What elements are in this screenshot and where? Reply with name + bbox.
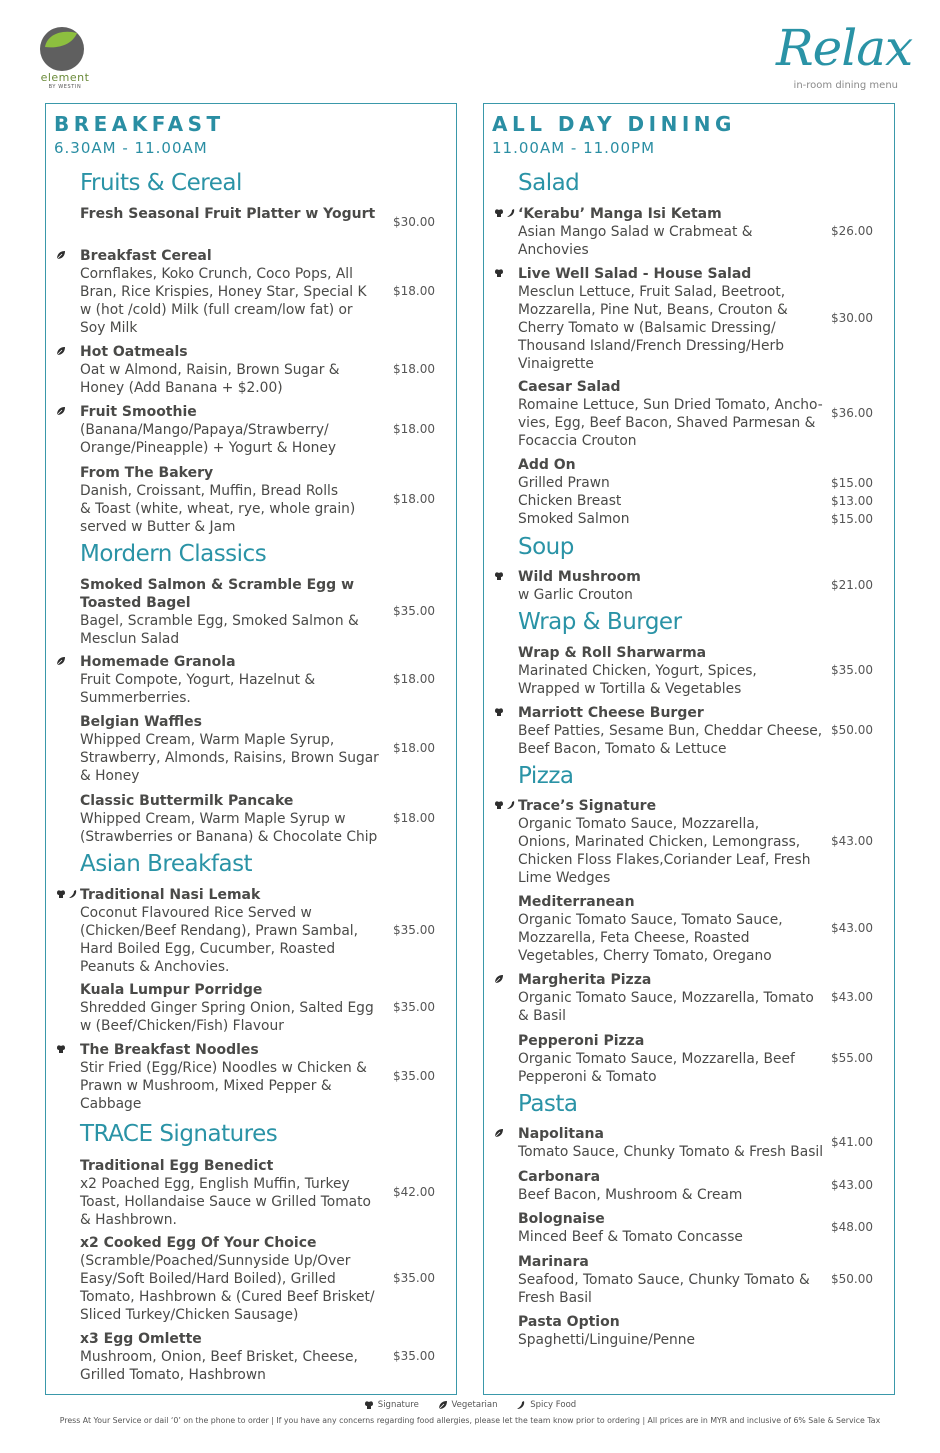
item-description-line: Oat w Almond, Raisin, Brown Sugar & bbox=[80, 362, 340, 378]
item-price: $55.00 bbox=[831, 1051, 873, 1065]
item-description-line: Minced Beef & Tomato Concasse bbox=[518, 1229, 743, 1245]
item-description-line: Mushroom, Onion, Beef Brisket, Cheese, bbox=[80, 1349, 358, 1365]
item-price: $18.00 bbox=[393, 362, 435, 376]
item-description-line: Mesclun Salad bbox=[80, 631, 180, 647]
item-description-line: Fresh Basil bbox=[518, 1290, 592, 1306]
item-price: $41.00 bbox=[831, 1135, 873, 1149]
relax-title bbox=[776, 19, 913, 91]
breakfast-hours: 6.30AM - 11.00AM bbox=[54, 139, 208, 157]
menu-item bbox=[80, 1041, 450, 1113]
item-description-line: Cherry Tomato w (Balsamic Dressing/ bbox=[518, 320, 776, 336]
all-day-dining-hours: 11.00AM - 11.00PM bbox=[492, 139, 656, 157]
menu-item bbox=[518, 265, 888, 373]
item-name: Margherita Pizza bbox=[518, 972, 652, 988]
item-description-line: Beef Bacon, Tomato & Lettuce bbox=[518, 741, 727, 757]
signature-icon bbox=[494, 268, 504, 278]
item-price: $21.00 bbox=[831, 578, 873, 592]
item-price: $26.00 bbox=[831, 224, 873, 238]
signature-icon bbox=[494, 571, 504, 581]
item-price: $43.00 bbox=[831, 1178, 873, 1192]
item-description-line: (Scramble/Poached/Sunnyside Up/Over bbox=[80, 1253, 351, 1269]
item-description-line: Cabbage bbox=[80, 1096, 142, 1112]
section-heading: Soup bbox=[518, 534, 574, 560]
spicy-icon bbox=[506, 800, 516, 810]
item-description-line: Whipped Cream, Warm Maple Syrup, bbox=[80, 732, 335, 748]
dietary-badges bbox=[494, 571, 504, 583]
item-description-line: Spaghetti/Linguine/Penne bbox=[518, 1332, 696, 1348]
item-description-line: Prawn w Mushroom, Mixed Pepper & bbox=[80, 1078, 332, 1094]
section-heading: Salad bbox=[518, 170, 580, 196]
item-price: $18.00 bbox=[393, 672, 435, 686]
item-description-line: Focaccia Crouton bbox=[518, 433, 637, 449]
item-price: $35.00 bbox=[393, 1069, 435, 1083]
item-name: Breakfast Cereal bbox=[80, 248, 212, 264]
item-name: Classic Buttermilk Pancake bbox=[80, 793, 294, 809]
legend bbox=[0, 1400, 940, 1413]
dietary-badges bbox=[494, 1128, 504, 1140]
menu-item bbox=[518, 1210, 888, 1246]
section-heading: TRACE Signatures bbox=[80, 1121, 278, 1147]
item-price: $35.00 bbox=[393, 1271, 435, 1285]
item-price: $43.00 bbox=[831, 990, 873, 1004]
relax-word: Relax bbox=[776, 19, 913, 77]
menu-item bbox=[518, 1032, 888, 1086]
item-price: $18.00 bbox=[393, 492, 435, 506]
menu-item bbox=[518, 1313, 888, 1349]
item-description-line: & Hashbrown. bbox=[80, 1212, 177, 1228]
menu-item bbox=[518, 1168, 888, 1204]
section-heading: Fruits & Cereal bbox=[80, 170, 242, 196]
item-name: Bolognaise bbox=[518, 1211, 605, 1227]
item-price: $35.00 bbox=[393, 604, 435, 618]
item-description-line: Vegetables, Cherry Tomato, Oregano bbox=[518, 948, 772, 964]
legend-spicy bbox=[516, 1400, 576, 1410]
element-logo bbox=[30, 26, 100, 96]
legend-vegetarian bbox=[438, 1400, 498, 1410]
section-heading: Pizza bbox=[518, 763, 574, 789]
item-description-line: Soy Milk bbox=[80, 320, 138, 336]
section-heading: Wrap & Burger bbox=[518, 609, 682, 635]
item-description-line: Thousand Island/French Dressing/Herb bbox=[518, 338, 784, 354]
vegetarian-icon bbox=[56, 346, 66, 356]
menu-item bbox=[518, 378, 888, 450]
item-name: Pepperoni Pizza bbox=[518, 1033, 645, 1049]
item-price: $18.00 bbox=[393, 811, 435, 825]
item-description-line: Seafood, Tomato Sauce, Chunky Tomato & bbox=[518, 1272, 810, 1288]
item-name: Marinara bbox=[518, 1254, 589, 1270]
menu-item bbox=[518, 971, 888, 1025]
menu-item bbox=[80, 403, 450, 457]
section-heading: Asian Breakfast bbox=[80, 851, 253, 877]
item-price: $18.00 bbox=[393, 422, 435, 436]
dietary-badges bbox=[494, 707, 504, 719]
item-description-line: Toast, Hollandaise Sauce w Grilled Tomato bbox=[80, 1194, 371, 1210]
spicy-icon bbox=[68, 889, 78, 899]
item-description-line: Lime Wedges bbox=[518, 870, 611, 886]
menu-item bbox=[518, 568, 888, 604]
dietary-badges bbox=[56, 656, 66, 668]
menu-item bbox=[518, 704, 888, 758]
all-day-dining-panel bbox=[483, 103, 895, 1395]
signature-icon bbox=[364, 1400, 374, 1410]
item-description-line: & Toast (white, wheat, rye, whole grain) bbox=[80, 501, 356, 517]
vegetarian-icon bbox=[56, 250, 66, 260]
item-name: Traditional Egg Benedict bbox=[80, 1158, 274, 1174]
item-name: Mediterranean bbox=[518, 894, 635, 910]
item-price: $18.00 bbox=[393, 284, 435, 298]
item-description-line: Asian Mango Salad w Crabmeat & bbox=[518, 224, 753, 240]
item-price: $30.00 bbox=[393, 215, 435, 229]
legend-vegetarian-label: Vegetarian bbox=[451, 1400, 498, 1410]
legend-signature bbox=[364, 1400, 419, 1410]
relax-subtitle: in-room dining menu bbox=[793, 80, 898, 91]
item-name: Hot Oatmeals bbox=[80, 344, 188, 360]
item-description-line: Cornflakes, Koko Crunch, Coco Pops, All bbox=[80, 266, 353, 282]
item-description-line: Coconut Flavoured Rice Served w bbox=[80, 905, 312, 921]
item-name: Fruit Smoothie bbox=[80, 404, 197, 420]
element-leaf-icon bbox=[39, 26, 85, 72]
item-price: $35.00 bbox=[393, 923, 435, 937]
signature-icon bbox=[56, 1044, 66, 1054]
item-description-line: Orange/Pineapple) + Yogurt & Honey bbox=[80, 440, 337, 456]
dietary-badges bbox=[56, 889, 78, 901]
item-description-line: Stir Fried (Egg/Rice) Noodles w Chicken & bbox=[80, 1060, 367, 1076]
item-description-line: Organic Tomato Sauce, Mozzarella, bbox=[518, 816, 760, 832]
item-description-line: x2 Poached Egg, English Muffin, Turkey bbox=[80, 1176, 350, 1192]
item-description-line: (Chicken/Beef Rendang), Prawn Sambal, bbox=[80, 923, 359, 939]
item-description-line: Beef Bacon, Mushroom & Cream bbox=[518, 1187, 743, 1203]
logo-subtext: BY WESTIN bbox=[48, 84, 82, 90]
item-description-line: Danish, Croissant, Muffin, Bread Rolls bbox=[80, 483, 339, 499]
item-description-line: Summerberries. bbox=[80, 690, 191, 706]
add-on-row bbox=[518, 510, 888, 528]
dietary-badges bbox=[494, 268, 504, 280]
item-description-line: w (hot /cold) Milk (full cream/low fat) or bbox=[80, 302, 353, 318]
item-name: Marriott Cheese Burger bbox=[518, 705, 704, 721]
menu-item bbox=[518, 797, 888, 887]
add-on-title: Add On bbox=[518, 457, 576, 473]
item-price: $30.00 bbox=[831, 311, 873, 325]
menu-item bbox=[80, 247, 450, 337]
section-heading: Mordern Classics bbox=[80, 541, 267, 567]
logo-wordmark: element bbox=[40, 71, 90, 84]
item-description-line: Peanuts & Anchovies. bbox=[80, 959, 230, 975]
menu-item bbox=[80, 1234, 450, 1324]
add-on-label: Smoked Salmon bbox=[518, 511, 630, 527]
item-description-line: Organic Tomato Sauce, Tomato Sauce, bbox=[518, 912, 783, 928]
item-description-line: (Banana/Mango/Papaya/Strawberry/ bbox=[80, 422, 329, 438]
item-name: Fresh Seasonal Fruit Platter w Yogurt bbox=[80, 206, 376, 222]
menu-item bbox=[80, 343, 450, 397]
add-on-row bbox=[518, 474, 888, 492]
item-description-line: Hard Boiled Egg, Cucumber, Roasted bbox=[80, 941, 336, 957]
item-description-line: Wrapped w Tortilla & Vegetables bbox=[518, 681, 742, 697]
dietary-badges bbox=[494, 208, 516, 220]
dietary-badges bbox=[56, 1044, 66, 1056]
item-description-line: Grilled Tomato, Hashbrown bbox=[80, 1367, 266, 1383]
item-description-line: w Garlic Crouton bbox=[518, 587, 633, 603]
item-name: Kuala Lumpur Porridge bbox=[80, 982, 263, 998]
spicy-icon bbox=[506, 208, 516, 218]
item-name: Wrap & Roll Sharwarma bbox=[518, 645, 707, 661]
menu-item bbox=[80, 653, 450, 707]
item-description-line: & Basil bbox=[518, 1008, 566, 1024]
item-name: Trace’s Signature bbox=[518, 798, 657, 814]
item-name: Napolitana bbox=[518, 1126, 604, 1142]
menu-item bbox=[80, 205, 450, 229]
item-name: Caesar Salad bbox=[518, 379, 621, 395]
item-name: Homemade Granola bbox=[80, 654, 236, 670]
legend-signature-label: Signature bbox=[377, 1400, 419, 1410]
menu-item bbox=[80, 886, 450, 976]
menu-item bbox=[80, 1330, 450, 1384]
item-name: Smoked Salmon & Scramble Egg w Toasted Bagel bbox=[80, 577, 354, 611]
dietary-badges bbox=[494, 800, 516, 812]
item-price: $35.00 bbox=[393, 1000, 435, 1014]
item-description-line: Easy/Soft Boiled/Hard Boiled), Grilled bbox=[80, 1271, 336, 1287]
signature-icon bbox=[494, 800, 504, 810]
item-price: $50.00 bbox=[831, 1272, 873, 1286]
item-description-line: w (Beef/Chicken/Fish) Flavour bbox=[80, 1018, 284, 1034]
add-on-label: Chicken Breast bbox=[518, 493, 622, 509]
item-name: Traditional Nasi Lemak bbox=[80, 887, 261, 903]
menu-item bbox=[80, 981, 450, 1035]
item-description-line: Tomato, Hashbrown & (Cured Beef Brisket/ bbox=[80, 1289, 375, 1305]
item-name: Live Well Salad - House Salad bbox=[518, 266, 752, 282]
footer-note: Press At Your Service or dail ‘0’ on the phone to order | If you have any concerns regarding food allergies, please let the team know prior to ordering | All prices are in MYR and inclusive of 6% Sale & Service Tax bbox=[59, 1416, 881, 1425]
signature-icon bbox=[56, 889, 66, 899]
item-description-line: Organic Tomato Sauce, Mozzarella, Tomato bbox=[518, 990, 814, 1006]
item-name: The Breakfast Noodles bbox=[80, 1042, 259, 1058]
vegetarian-icon bbox=[438, 1400, 448, 1410]
item-description-line: Chicken Floss Flakes,Coriander Leaf, Fresh bbox=[518, 852, 811, 868]
item-description-line: Marinated Chicken, Yogurt, Spices, bbox=[518, 663, 757, 679]
item-name: Pasta Option bbox=[518, 1314, 620, 1330]
breakfast-panel bbox=[45, 103, 457, 1395]
dietary-badges bbox=[56, 346, 66, 358]
add-on-group bbox=[518, 456, 888, 528]
spicy-icon bbox=[516, 1400, 526, 1410]
item-price: $48.00 bbox=[831, 1220, 873, 1234]
item-price: $43.00 bbox=[831, 834, 873, 848]
item-price: $43.00 bbox=[831, 921, 873, 935]
item-name: From The Bakery bbox=[80, 465, 214, 481]
item-description-line: Organic Tomato Sauce, Mozzarella, Beef bbox=[518, 1051, 795, 1067]
breakfast-title: BREAKFAST bbox=[54, 112, 225, 136]
menu-item bbox=[518, 893, 888, 965]
item-description-line: Mesclun Lettuce, Fruit Salad, Beetroot, bbox=[518, 284, 786, 300]
menu-item bbox=[80, 464, 450, 536]
vegetarian-icon bbox=[494, 974, 504, 984]
item-description-line: Vinaigrette bbox=[518, 356, 594, 372]
item-description-line: Strawberry, Almonds, Raisins, Brown Sugar bbox=[80, 750, 379, 766]
item-description-line: vies, Egg, Beef Bacon, Shaved Parmesan & bbox=[518, 415, 816, 431]
vegetarian-icon bbox=[56, 406, 66, 416]
item-description-line: Bran, Rice Krispies, Honey Star, Special K bbox=[80, 284, 367, 300]
item-price: $42.00 bbox=[393, 1185, 435, 1199]
legend-spicy-label: Spicy Food bbox=[530, 1400, 577, 1410]
add-on-price: $15.00 bbox=[831, 476, 873, 490]
menu-item bbox=[518, 1253, 888, 1307]
item-description-line: Whipped Cream, Warm Maple Syrup w bbox=[80, 811, 346, 827]
vegetarian-icon bbox=[494, 1128, 504, 1138]
menu-item bbox=[518, 644, 888, 698]
signature-icon bbox=[494, 208, 504, 218]
item-price: $36.00 bbox=[831, 406, 873, 420]
item-description-line: Onions, Marinated Chicken, Lemongrass, bbox=[518, 834, 801, 850]
dietary-badges bbox=[494, 974, 504, 986]
item-price: $35.00 bbox=[393, 1349, 435, 1363]
menu-item bbox=[80, 1157, 450, 1229]
item-name: ‘Kerabu’ Manga Isi Ketam bbox=[518, 206, 722, 222]
item-description-line: Beef Patties, Sesame Bun, Cheddar Cheese, bbox=[518, 723, 823, 739]
item-name: Wild Mushroom bbox=[518, 569, 641, 585]
add-on-price: $13.00 bbox=[831, 494, 873, 508]
all-day-dining-title: ALL DAY DINING bbox=[492, 112, 736, 136]
item-name: x2 Cooked Egg Of Your Choice bbox=[80, 1235, 317, 1251]
item-name: Carbonara bbox=[518, 1169, 601, 1185]
menu-item bbox=[518, 205, 888, 259]
item-name: Belgian Waffles bbox=[80, 714, 202, 730]
dietary-badges bbox=[56, 250, 66, 262]
item-description-line: Sliced Turkey/Chicken Sausage) bbox=[80, 1307, 299, 1323]
item-description-line: (Strawberries or Banana) & Chocolate Chip bbox=[80, 829, 378, 845]
signature-icon bbox=[494, 707, 504, 717]
menu-item bbox=[80, 576, 450, 648]
menu-item bbox=[80, 792, 450, 846]
item-description-line: served w Butter & Jam bbox=[80, 519, 236, 535]
item-price: $35.00 bbox=[831, 663, 873, 677]
item-price: $18.00 bbox=[393, 741, 435, 755]
item-description-line: Mozzarella, Feta Cheese, Roasted bbox=[518, 930, 750, 946]
dietary-badges bbox=[56, 406, 66, 418]
menu-item bbox=[518, 1125, 888, 1161]
add-on-price: $15.00 bbox=[831, 512, 873, 526]
vegetarian-icon bbox=[56, 656, 66, 666]
item-description-line: Honey (Add Banana + $2.00) bbox=[80, 380, 283, 396]
section-heading: Pasta bbox=[518, 1091, 578, 1117]
add-on-row bbox=[518, 492, 888, 510]
item-description-line: Anchovies bbox=[518, 242, 589, 258]
item-description-line: Shredded Ginger Spring Onion, Salted Egg bbox=[80, 1000, 374, 1016]
item-description-line: Mozzarella, Pine Nut, Beans, Crouton & bbox=[518, 302, 788, 318]
item-description-line: Bagel, Scramble Egg, Smoked Salmon & bbox=[80, 613, 359, 629]
item-description-line: & Honey bbox=[80, 768, 140, 784]
item-name: x3 Egg Omlette bbox=[80, 1331, 202, 1347]
menu-item bbox=[80, 713, 450, 785]
add-on-label: Grilled Prawn bbox=[518, 475, 610, 491]
item-description-line: Romaine Lettuce, Sun Dried Tomato, Ancho- bbox=[518, 397, 823, 413]
item-description-line: Tomato Sauce, Chunky Tomato & Fresh Basil bbox=[518, 1144, 824, 1160]
item-description-line: Fruit Compote, Yogurt, Hazelnut & bbox=[80, 672, 316, 688]
item-price: $50.00 bbox=[831, 723, 873, 737]
item-description-line: Pepperoni & Tomato bbox=[518, 1069, 657, 1085]
